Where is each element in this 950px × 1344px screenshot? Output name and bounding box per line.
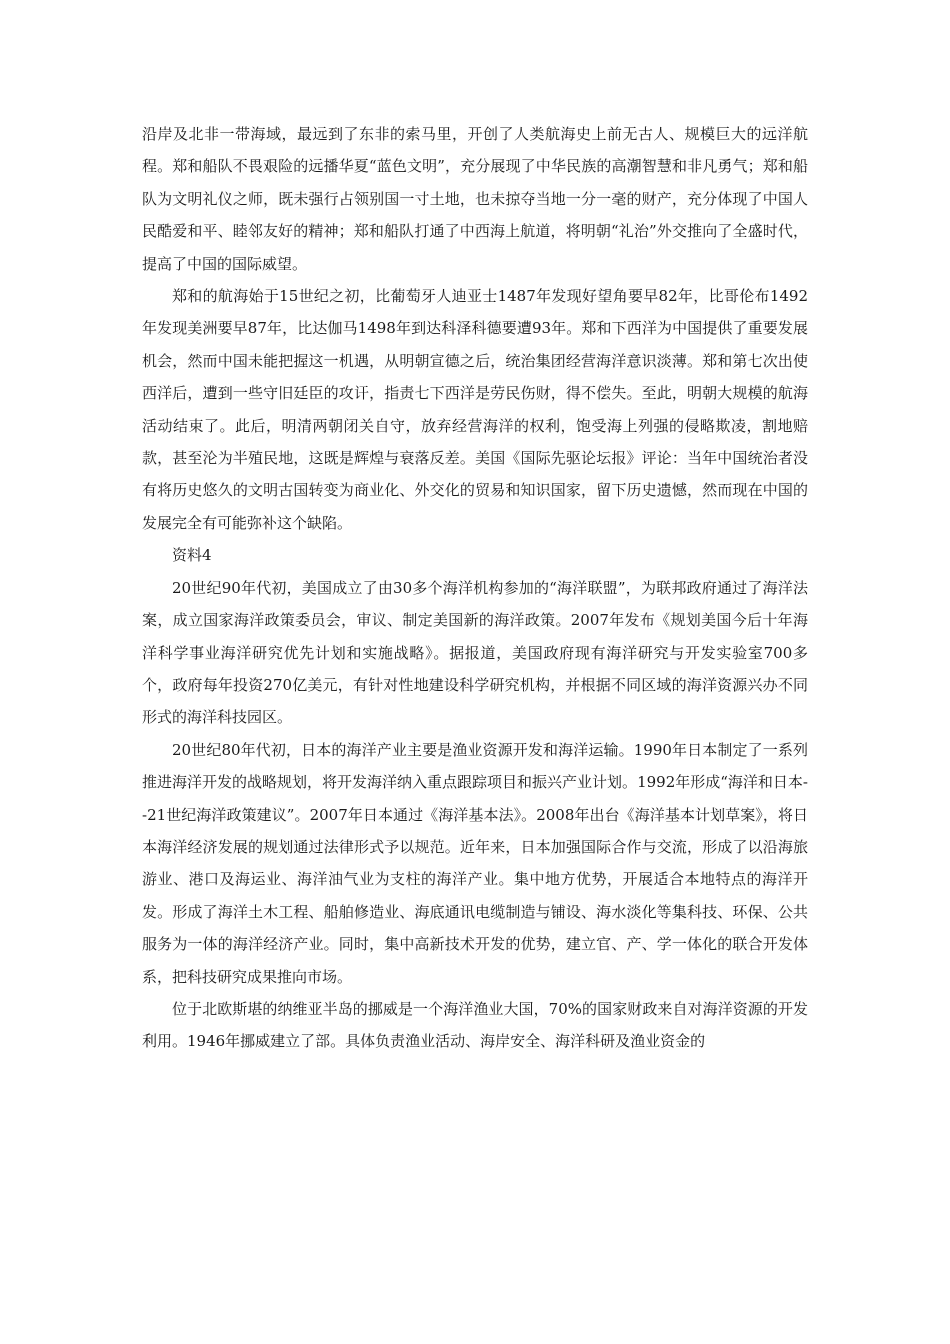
paragraph-japan-ocean-industry: 20世纪80年代初，日本的海洋产业主要是渔业资源开发和海洋运输。1990年日本制定了一系列推进海洋开发的战略规划，将开发海洋纳入重点跟踪项目和振兴产业计划。1992年形成“海洋和日本--21世纪海洋政策建议”。2007年日本通过《海洋基本法》。2008年出台《海洋基本计划草案》，将日本海洋经济发展的规划通过法律形式予以规范。近年来，日本加强国际合作与交流，形成了以沿海旅游业、港口及海运业、海洋油气业为支柱的海洋产业。集中地方优势，开展适合本地特点的海洋开发。形成了海洋土木工程、船舶修造业、海底通讯电缆制造与铺设、海水淡化等集科技、环保、公共服务为一体的海洋经济产业。同时，集中高新技术开发的优势，建立官、产、学一体化的联合开发体系，把科技研究成果推向市场。: [142, 740, 808, 986]
paragraph-zheng-he-fleet: 沿岸及北非一带海域，最远到了东非的索马里，开创了人类航海史上前无古人、规模巨大的远洋航程。郑和船队不畏艰险的远播华夏“蓝色文明”，充分展现了中华民族的高潮智慧和非凡勇气；郑和船队为文明礼仪之师，既未强行占领别国一寸土地，也未掠夺当地一分一毫的财产，充分体现了中国人民酷爱和平、睦邻友好的精神；郑和船队打通了中西海上航道，将明朝“礼治”外交推向了全盛时代，提高了中国的国际威望。: [142, 125, 808, 273]
section-heading-material-4: 资料4: [172, 546, 212, 565]
paragraph-norway-fishery: 位于北欧斯堪的纳维亚半岛的挪威是一个海洋渔业大国，70%的国家财政来自对海洋资源的开发利用。1946年挪威建立了部。具体负责渔业活动、海岸安全、海洋科研及渔业资金的: [142, 999, 808, 1051]
paragraph-usa-ocean-policy: 20世纪90年代初，美国成立了由30多个海洋机构参加的“海洋联盟”，为联邦政府通过了海洋法案，成立国家海洋政策委员会，审议、制定美国新的海洋政策。2007年发布《规划美国今后十年海洋科学事业海洋研究优先计划和实施战略》。据报道，美国政府现有海洋研究与开发实验室700多个，政府每年投资270亿美元，有针对性地建设科学研究机构，并根据不同区域的海洋资源兴办不同形式的海洋科技园区。: [142, 578, 808, 727]
document-body: [142, 118, 808, 1058]
paragraph-zheng-he-voyages: 郑和的航海始于15世纪之初，比葡萄牙人迪亚士1487年发现好望角要早82年，比哥伦布1492年发现美洲要早87年，比达伽马1498年到达科泽科德要遭93年。郑和下西洋为中国提供了重要发展机会，然而中国未能把握这一机遇，从明朝宣德之后，统治集团经营海洋意识淡薄。郑和第七次出使西洋后，遭到一些守旧廷臣的攻讦，指责七下西洋是劳民伤财，得不偿失。至此，明朝大规模的航海活动结束了。此后，明清两朝闭关自守，放弃经营海洋的权利，饱受海上列强的侵略欺凌，割地赔款，甚至沦为半殖民地，这既是辉煌与衰落反差。美国《国际先驱论坛报》评论：当年中国统治者没有将历史悠久的文明古国转变为商业化、外交化的贸易和知识国家，留下历史遗憾，然而现在中国的发展完全有可能弥补这个缺陷。: [142, 287, 808, 532]
